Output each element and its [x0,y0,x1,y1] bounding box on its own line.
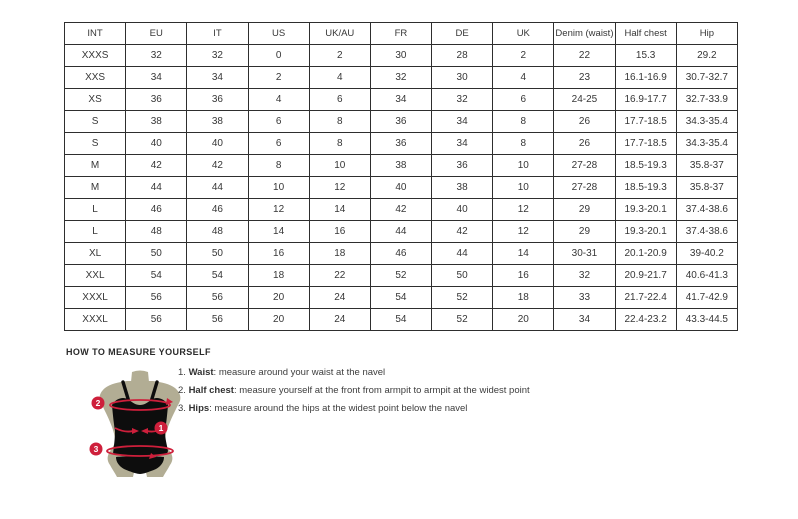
size-cell: 26 [554,133,615,155]
size-cell: 10 [248,177,309,199]
size-cell: 12 [248,199,309,221]
size-cell: 18 [493,287,554,309]
header-row [65,23,738,45]
size-cell: 42 [126,155,187,177]
size-cell: XL [65,243,126,265]
table-row [65,89,738,111]
instruction-number: 1. [178,367,189,378]
size-cell: 12 [493,221,554,243]
chest-badge [92,397,105,410]
size-cell: 32 [187,45,248,67]
svg-text:1: 1 [158,423,164,433]
size-cell: 33 [554,287,615,309]
size-cell: 34 [187,67,248,89]
size-cell: 24 [309,309,370,331]
svg-text:2: 2 [95,398,101,408]
size-cell: 20 [248,287,309,309]
size-cell: 8 [493,133,554,155]
size-cell: 34 [432,133,493,155]
size-cell: 8 [309,133,370,155]
size-cell: L [65,221,126,243]
instruction-text: : measure yourself at the front from armpit to armpit at the widest point [233,385,530,396]
size-cell: 37.4-38.6 [676,221,737,243]
column-header: INT [65,23,126,45]
size-cell: 35.8-37 [676,155,737,177]
size-cell: 6 [248,111,309,133]
column-header: IT [187,23,248,45]
size-cell: S [65,133,126,155]
size-cell: 39-40.2 [676,243,737,265]
size-cell: 34.3-35.4 [676,133,737,155]
size-cell: 20 [493,309,554,331]
size-cell: 16.1-16.9 [615,67,676,89]
size-cell: 14 [493,243,554,265]
hips-badge [90,443,103,456]
size-cell: 40 [370,177,431,199]
instruction-label: Half chest [188,385,234,396]
size-cell: 22 [309,265,370,287]
size-cell: 16 [309,221,370,243]
waist-badge [155,422,168,435]
column-header: Hip [676,23,737,45]
size-cell: 41.7-42.9 [676,287,737,309]
size-cell: 28 [432,45,493,67]
size-cell: 34 [370,89,431,111]
instruction-label: Hips [188,403,210,414]
table-row [65,221,738,243]
size-cell: S [65,111,126,133]
size-cell: M [65,155,126,177]
size-cell: 8 [309,111,370,133]
size-cell: 38 [187,111,248,133]
size-cell: 16 [248,243,309,265]
size-cell: 36 [370,111,431,133]
size-cell: 23 [554,67,615,89]
column-header: UK [493,23,554,45]
size-cell: 50 [126,243,187,265]
size-cell: 24 [309,287,370,309]
size-cell: 29.2 [676,45,737,67]
size-cell: 20.1-20.9 [615,243,676,265]
size-cell: XXXS [65,45,126,67]
size-cell: 30 [432,67,493,89]
table-row [65,199,738,221]
size-cell: 6 [493,89,554,111]
size-cell: 29 [554,199,615,221]
instruction-text: : measure around your waist at the navel [213,367,386,378]
table-row [65,243,738,265]
size-cell: 24-25 [554,89,615,111]
column-header: US [248,23,309,45]
size-cell: 6 [309,89,370,111]
size-cell: 54 [370,309,431,331]
size-cell: 32 [370,67,431,89]
size-cell: 17.7-18.5 [615,111,676,133]
size-cell: 6 [248,133,309,155]
column-header: EU [126,23,187,45]
size-cell: 4 [248,89,309,111]
size-cell: 27-28 [554,155,615,177]
size-cell: 34 [554,309,615,331]
size-cell: 4 [309,67,370,89]
size-cell: 38 [126,111,187,133]
size-cell: 2 [493,45,554,67]
table-row [65,67,738,89]
table-row [65,155,738,177]
instruction-number: 2. [178,385,189,396]
measure-instruction [178,382,530,400]
size-cell: 42 [432,221,493,243]
measurement-illustration [83,369,188,481]
size-cell: 20.9-21.7 [615,265,676,287]
size-cell: 10 [309,155,370,177]
measure-instruction [178,400,530,418]
size-cell: 52 [432,309,493,331]
size-cell: 30 [370,45,431,67]
size-cell: 27-28 [554,177,615,199]
size-cell: 18 [248,265,309,287]
size-cell: XXL [65,265,126,287]
size-cell: 32 [126,45,187,67]
table-row [65,177,738,199]
column-header: Half chest [615,23,676,45]
size-cell: 20 [248,309,309,331]
size-cell: 32 [554,265,615,287]
size-cell: 32.7-33.9 [676,89,737,111]
column-header: Denim (waist) [554,23,615,45]
size-cell: 34 [432,111,493,133]
size-cell: 44 [126,177,187,199]
size-cell: 37.4-38.6 [676,199,737,221]
size-cell: 50 [187,243,248,265]
size-cell: 54 [370,287,431,309]
size-cell: 21.7-22.4 [615,287,676,309]
size-cell: 56 [187,309,248,331]
size-cell: 30.7-32.7 [676,67,737,89]
size-cell: 40.6-41.3 [676,265,737,287]
size-cell: 34 [126,67,187,89]
size-cell: 40 [187,133,248,155]
size-cell: 52 [370,265,431,287]
size-cell: 36 [187,89,248,111]
instruction-number: 3. [178,403,189,414]
size-cell: 8 [493,111,554,133]
table-row [65,133,738,155]
size-cell: 22.4-23.2 [615,309,676,331]
size-cell: 38 [432,177,493,199]
size-cell: 4 [493,67,554,89]
mannequin-neck [131,371,149,383]
size-cell: 12 [309,177,370,199]
size-cell: 30-31 [554,243,615,265]
size-cell: 40 [432,199,493,221]
size-cell: 10 [493,155,554,177]
size-cell: 22 [554,45,615,67]
size-cell: 16 [493,265,554,287]
size-cell: 36 [370,133,431,155]
table-row [65,111,738,133]
measure-instruction [178,364,530,382]
size-chart-table [64,22,738,331]
size-cell: 2 [309,45,370,67]
size-cell: 42 [187,155,248,177]
size-cell: 54 [126,265,187,287]
size-cell: 44 [187,177,248,199]
size-cell: 56 [126,309,187,331]
size-cell: XXXL [65,287,126,309]
size-cell: 14 [309,199,370,221]
size-cell: XXXL [65,309,126,331]
column-header: DE [432,23,493,45]
size-cell: 26 [554,111,615,133]
size-cell: 46 [370,243,431,265]
size-cell: 44 [432,243,493,265]
size-cell: L [65,199,126,221]
size-cell: 19.3-20.1 [615,199,676,221]
size-cell: XXS [65,67,126,89]
table-row [65,45,738,67]
table-row [65,309,738,331]
size-cell: 50 [432,265,493,287]
size-cell: 43.3-44.5 [676,309,737,331]
size-cell: 19.3-20.1 [615,221,676,243]
size-cell: 18.5-19.3 [615,177,676,199]
instruction-list [178,364,530,418]
size-cell: 46 [187,199,248,221]
size-cell: 32 [432,89,493,111]
svg-text:3: 3 [93,444,99,454]
size-cell: 36 [432,155,493,177]
table-row [65,287,738,309]
size-cell: 10 [493,177,554,199]
size-cell: 48 [126,221,187,243]
size-cell: 15.3 [615,45,676,67]
instruction-text: : measure around the hips at the widest point below the navel [209,403,468,414]
size-cell: 54 [187,265,248,287]
size-cell: 56 [126,287,187,309]
size-cell: 46 [126,199,187,221]
table-row [65,265,738,287]
size-cell: 42 [370,199,431,221]
size-cell: 18.5-19.3 [615,155,676,177]
instruction-label: Waist [188,367,214,378]
size-cell: 17.7-18.5 [615,133,676,155]
size-cell: 34.3-35.4 [676,111,737,133]
size-table-head [65,23,738,45]
size-cell: 48 [187,221,248,243]
size-table-body [65,45,738,331]
measure-heading: HOW TO MEASURE YOURSELF [66,347,211,357]
size-cell: 56 [187,287,248,309]
size-cell: 38 [370,155,431,177]
size-cell: 52 [432,287,493,309]
size-cell: XS [65,89,126,111]
size-cell: 8 [248,155,309,177]
size-cell: 14 [248,221,309,243]
size-cell: 36 [126,89,187,111]
size-cell: 18 [309,243,370,265]
size-cell: 2 [248,67,309,89]
column-header: UK/AU [309,23,370,45]
size-cell: 16.9-17.7 [615,89,676,111]
size-cell: 35.8-37 [676,177,737,199]
size-cell: 44 [370,221,431,243]
size-cell: M [65,177,126,199]
size-cell: 29 [554,221,615,243]
column-header: FR [370,23,431,45]
size-cell: 12 [493,199,554,221]
size-cell: 0 [248,45,309,67]
size-cell: 40 [126,133,187,155]
